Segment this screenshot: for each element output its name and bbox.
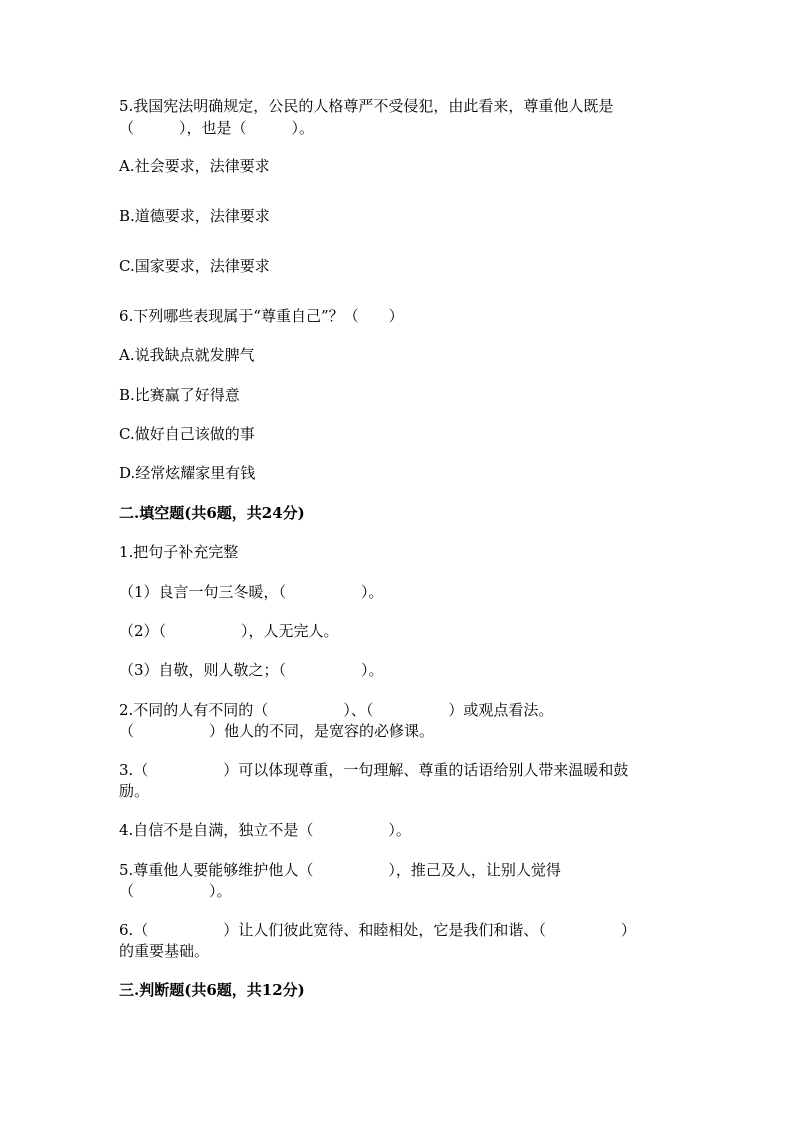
question-6-option-a: A.说我缺点就发脾气 (119, 346, 255, 364)
fill-question-6-line-1: 6.（ ）让人们彼此宽待、和睦相处，它是我们和谐、（ ） (119, 921, 636, 939)
question-5-option-b: B.道德要求，法律要求 (119, 207, 270, 225)
fill-question-5-line-1: 5.尊重他人要能够维护他人（ ），推己及人，让别人觉得 (119, 861, 561, 879)
question-5-stem-line-1: 5.我国宪法明确规定，公民的人格尊严不受侵犯，由此看来，尊重他人既是 (119, 97, 614, 115)
question-6-stem: 6.下列哪些表现属于“尊重自己”？（ ） (119, 307, 404, 325)
fill-question-1-part-3: （3）自敬，则人敬之；（ ）。 (119, 661, 384, 679)
fill-question-1-part-1: （1）良言一句三冬暖，（ ）。 (119, 583, 384, 601)
fill-question-1-part-2: （2）（ ），人无完人。 (119, 622, 339, 640)
fill-question-4: 4.自信不是自满，独立不是（ ）。 (119, 821, 411, 839)
fill-question-5-line-2: （ ）。 (119, 882, 232, 900)
question-5-option-a: A.社会要求，法律要求 (119, 157, 270, 175)
question-5-option-c: C.国家要求，法律要求 (119, 257, 270, 275)
question-6-option-b: B.比赛赢了好得意 (119, 386, 240, 404)
fill-question-3-line-1: 3.（ ）可以体现尊重，一句理解、尊重的话语给别人带来温暖和鼓 (119, 761, 629, 779)
fill-question-2-line-2: （ ）他人的不同，是宽容的必修课。 (119, 722, 435, 740)
fill-question-6-line-2: 的重要基础。 (119, 942, 210, 960)
section-3-heading: 三.判断题(共6题，共12分) (119, 981, 305, 999)
fill-question-1: 1.把句子补充完整 (119, 543, 239, 561)
section-2-heading: 二.填空题(共6题，共24分) (119, 504, 305, 522)
question-6-option-d: D.经常炫耀家里有钱 (119, 464, 256, 482)
question-5-stem-line-2: （ ），也是（ ）。 (119, 119, 315, 137)
fill-question-2-line-1: 2.不同的人有不同的（ ）、（ ）或观点看法。 (119, 701, 554, 719)
fill-question-3-line-2: 励。 (119, 782, 150, 800)
question-6-option-c: C.做好自己该做的事 (119, 425, 255, 443)
